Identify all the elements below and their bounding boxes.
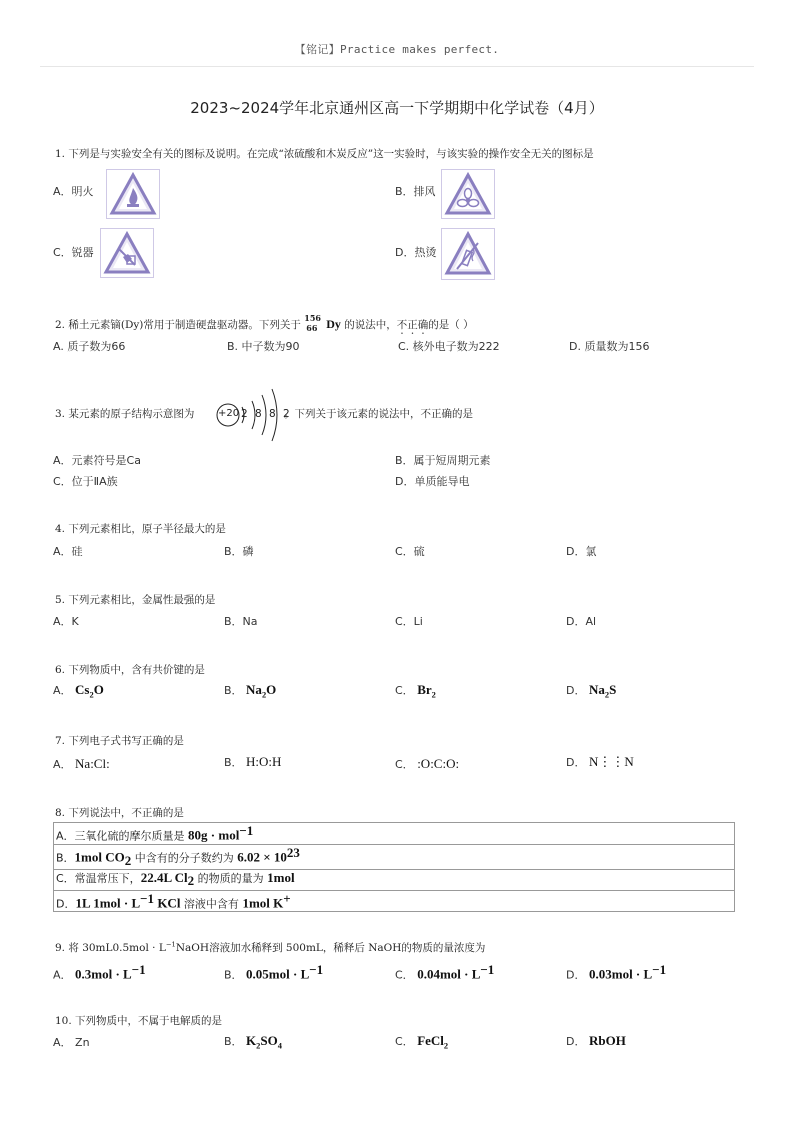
- q4-option-d: D．氯: [566, 545, 597, 558]
- q5-option-d: D．Al: [566, 615, 597, 628]
- q2-stem-post1: 的说法中，: [340, 319, 397, 331]
- q2-atomic-number: 66: [306, 323, 318, 333]
- q8-d-m1b: KCl: [154, 895, 181, 911]
- q9-b-value: 0.05mol · L: [246, 966, 310, 982]
- q7-label-b: B．: [224, 756, 243, 769]
- q8-a-math: 80g · mol: [188, 827, 240, 843]
- q2-emphasis: 不正确: [396, 319, 429, 331]
- q8-b-sub: 2: [124, 852, 132, 868]
- table-row: [54, 890, 735, 912]
- q2-stem-post2: 的是（ ）: [428, 319, 474, 331]
- q8-d-sup2: +: [283, 890, 291, 906]
- q8-b-m2: 6.02 × 10: [237, 849, 287, 865]
- q9-stem: [55, 940, 485, 955]
- q8-a-text: A．三氧化硫的摩尔质量是: [56, 829, 189, 843]
- q8-row-b: [54, 844, 735, 869]
- q9-stem-post: NaOH溶液加水稀释到 500mL，稀释后 NaOH的物质的量浓度为: [175, 942, 486, 954]
- q6-label-d: D．: [566, 684, 586, 697]
- q5-option-b: B．Na: [224, 615, 258, 628]
- q9-label-c: C．: [395, 968, 414, 982]
- q1-stem: 1. 下列是与实验安全有关的图标及说明。在完成“浓硫酸和木炭反应”这一实验时，与该实验的操作安全无关的图标是: [55, 148, 594, 160]
- q10-label-a: A．: [53, 1036, 72, 1049]
- q8-b-m1: 1mol CO: [74, 849, 125, 865]
- q6-label-a: A．: [53, 684, 72, 697]
- q6-option-a: [53, 682, 104, 700]
- q9-b-sup: −1: [309, 962, 324, 977]
- q1-option-a: A．明火: [53, 185, 94, 198]
- q7-stem: 7. 下列电子式书写正确的是: [55, 735, 184, 747]
- hot-surface-icon: [441, 228, 495, 280]
- q8-a-sup: −1: [239, 823, 254, 838]
- q2-option-d: D. 质量数为156: [569, 340, 650, 353]
- q2-stem: [55, 313, 474, 337]
- q3-option-d: D．单质能导电: [395, 475, 470, 488]
- q9-option-c: [395, 962, 494, 983]
- q6-option-c: [395, 682, 436, 700]
- q9-d-sup: −1: [652, 962, 667, 977]
- page-title: 2023~2024学年北京通州区高一下学期期中化学试卷（4月）: [190, 99, 604, 117]
- q8-row-d: [54, 890, 735, 912]
- q8-d-mid: 溶液中含有: [180, 897, 243, 911]
- q9-stem-sup: −1: [165, 940, 176, 949]
- q4-stem: 4. 下列元素相比，原子半径最大的是: [55, 523, 226, 535]
- q2-nuclide: [304, 313, 326, 333]
- q4-option-a: A．硅: [53, 545, 83, 558]
- q8-c-sub: 2: [187, 873, 195, 889]
- q6-option-d: [566, 682, 616, 700]
- q8-options-table: [53, 822, 735, 912]
- q6-d-formula: Na: [588, 682, 605, 697]
- q10-a-value: Zn: [75, 1036, 90, 1049]
- q6-a-formula: Cs: [75, 682, 90, 697]
- q8-b-sup: 23: [286, 844, 300, 860]
- q8-row-a: [54, 823, 735, 845]
- q8-c-label: C．常温常压下，: [56, 871, 141, 885]
- q6-label-b: B．: [224, 684, 243, 697]
- q8-c-m1: 22.4L Cl: [140, 869, 188, 885]
- q9-label-d: D．: [566, 968, 586, 982]
- q6-b-sub: 2: [261, 689, 267, 700]
- q6-c-formula: Br: [417, 682, 432, 697]
- q7-option-b: [224, 754, 281, 770]
- table-row: [54, 823, 735, 845]
- q5-option-c: C．Li: [395, 615, 423, 628]
- q1-option-b: B．排风: [395, 185, 436, 198]
- q7-a-formula: Na:Cl:: [75, 756, 110, 771]
- q4-option-c: C．硫: [395, 545, 425, 558]
- q10-option-a: [53, 1034, 90, 1050]
- q10-option-c: [395, 1033, 448, 1051]
- q10-b-so: SO: [260, 1033, 278, 1048]
- q3-option-c: C．位于ⅡA族: [53, 475, 118, 488]
- q3-stem-pre: 3. 某元素的原子结构示意图为: [55, 408, 195, 420]
- q1-option-c: C．锐器: [53, 246, 94, 259]
- q7-option-d: [566, 754, 634, 770]
- q10-c-formula: FeCl: [417, 1033, 444, 1048]
- q2-mass-number: 156: [304, 313, 321, 323]
- q7-option-c: [395, 756, 459, 772]
- q8-c-m2: 1mol: [267, 869, 295, 885]
- q10-option-d: [566, 1033, 626, 1049]
- q10-b-sub2: 4: [277, 1040, 282, 1051]
- fire-warning-icon: [106, 169, 160, 219]
- q6-d-tail: S: [609, 682, 617, 697]
- q9-label-a: A．: [53, 968, 72, 982]
- q8-d-m1: 1L 1mol · L: [75, 895, 141, 911]
- q9-label-b: B．: [224, 968, 243, 982]
- q8-row-c: [54, 869, 735, 890]
- q6-option-b: [224, 682, 276, 700]
- q9-option-b: [224, 962, 323, 983]
- q6-b-formula: Na: [246, 682, 262, 697]
- q9-c-sup: −1: [480, 962, 495, 977]
- q8-c-mid: 的物质的量为: [194, 871, 268, 885]
- q6-c-sub: 2: [431, 689, 436, 700]
- q9-option-d: [566, 962, 666, 983]
- q9-c-value: 0.04mol · L: [417, 966, 481, 982]
- q10-stem: 10. 下列物质中，不属于电解质的是: [55, 1015, 223, 1027]
- q3-stem-post: 。下列关于该元素的说法中，不正确的是: [284, 408, 473, 420]
- q8-stem: 8. 下列说法中，不正确的是: [55, 807, 184, 819]
- page-header: 【铭记】Practice makes perfect.: [294, 43, 500, 56]
- q7-b-formula: H:O:H: [246, 754, 282, 769]
- q6-label-c: C．: [395, 684, 414, 697]
- table-row: [54, 844, 735, 869]
- q10-b-sub1: 2: [256, 1040, 261, 1051]
- sharp-object-icon: [100, 228, 154, 278]
- q1-option-d: D．热烫: [395, 246, 437, 259]
- q2-option-b: B. 中子数为90: [227, 340, 300, 353]
- q10-b-k: K: [246, 1033, 257, 1048]
- ventilation-fan-icon: [441, 169, 495, 219]
- atomic-structure-diagram: [214, 387, 292, 443]
- q6-d-sub: 2: [604, 689, 610, 700]
- q6-a-tail: O: [93, 682, 104, 697]
- q10-c-sub: 2: [443, 1040, 449, 1051]
- q8-b-mid: 中含有的分子数约为: [131, 851, 238, 865]
- q2-stem-pre: 2. 稀土元素镝(Dy)常用于制造硬盘驱动器。下列关于: [55, 319, 305, 331]
- q9-a-value: 0.3mol · L: [75, 966, 132, 982]
- q2-option-c: C. 核外电子数为222: [398, 340, 500, 353]
- q6-a-sub: 2: [89, 689, 94, 700]
- q9-option-a: [53, 962, 146, 983]
- q10-option-b: [224, 1033, 282, 1051]
- q3-option-a: A．元素符号是Ca: [53, 454, 141, 467]
- q8-d-m2: 1mol K: [242, 895, 284, 911]
- q2-option-a: A. 质子数为66: [53, 340, 126, 353]
- q9-d-value: 0.03mol · L: [588, 966, 653, 982]
- q9-a-sup: −1: [131, 962, 146, 977]
- q6-b-tail: O: [266, 682, 277, 697]
- nucleus-charge: +20: [218, 408, 240, 419]
- table-row: [54, 869, 735, 890]
- electron-shells: 2 8 8 2: [241, 408, 292, 420]
- q8-b-label: B．: [56, 851, 75, 865]
- q3-option-b: B．属于短周期元素: [395, 454, 491, 467]
- q10-label-b: B．: [224, 1035, 243, 1048]
- q10-label-c: C．: [395, 1035, 414, 1048]
- q2-symbol: Dy: [326, 317, 341, 331]
- q7-d-formula: N⋮⋮N: [588, 754, 634, 769]
- q7-option-a: [53, 756, 110, 772]
- q8-d-sup1: −1: [140, 890, 155, 906]
- header-divider: [40, 66, 754, 67]
- q5-stem: 5. 下列元素相比，金属性最强的是: [55, 594, 216, 606]
- q7-label-d: D．: [566, 756, 586, 769]
- q4-option-b: B．磷: [224, 545, 254, 558]
- q10-label-d: D．: [566, 1035, 586, 1048]
- q9-stem-pre: 9. 将 30mL0.5mol · L: [55, 942, 166, 954]
- q8-d-label: D．: [56, 897, 76, 911]
- q7-c-formula: :O:C:O:: [417, 756, 460, 771]
- q7-label-c: C．: [395, 758, 414, 771]
- q7-label-a: A．: [53, 758, 72, 771]
- q5-option-a: A．K: [53, 615, 79, 628]
- q6-stem: 6. 下列物质中，含有共价键的是: [55, 664, 205, 676]
- q10-d-formula: RbOH: [588, 1033, 626, 1048]
